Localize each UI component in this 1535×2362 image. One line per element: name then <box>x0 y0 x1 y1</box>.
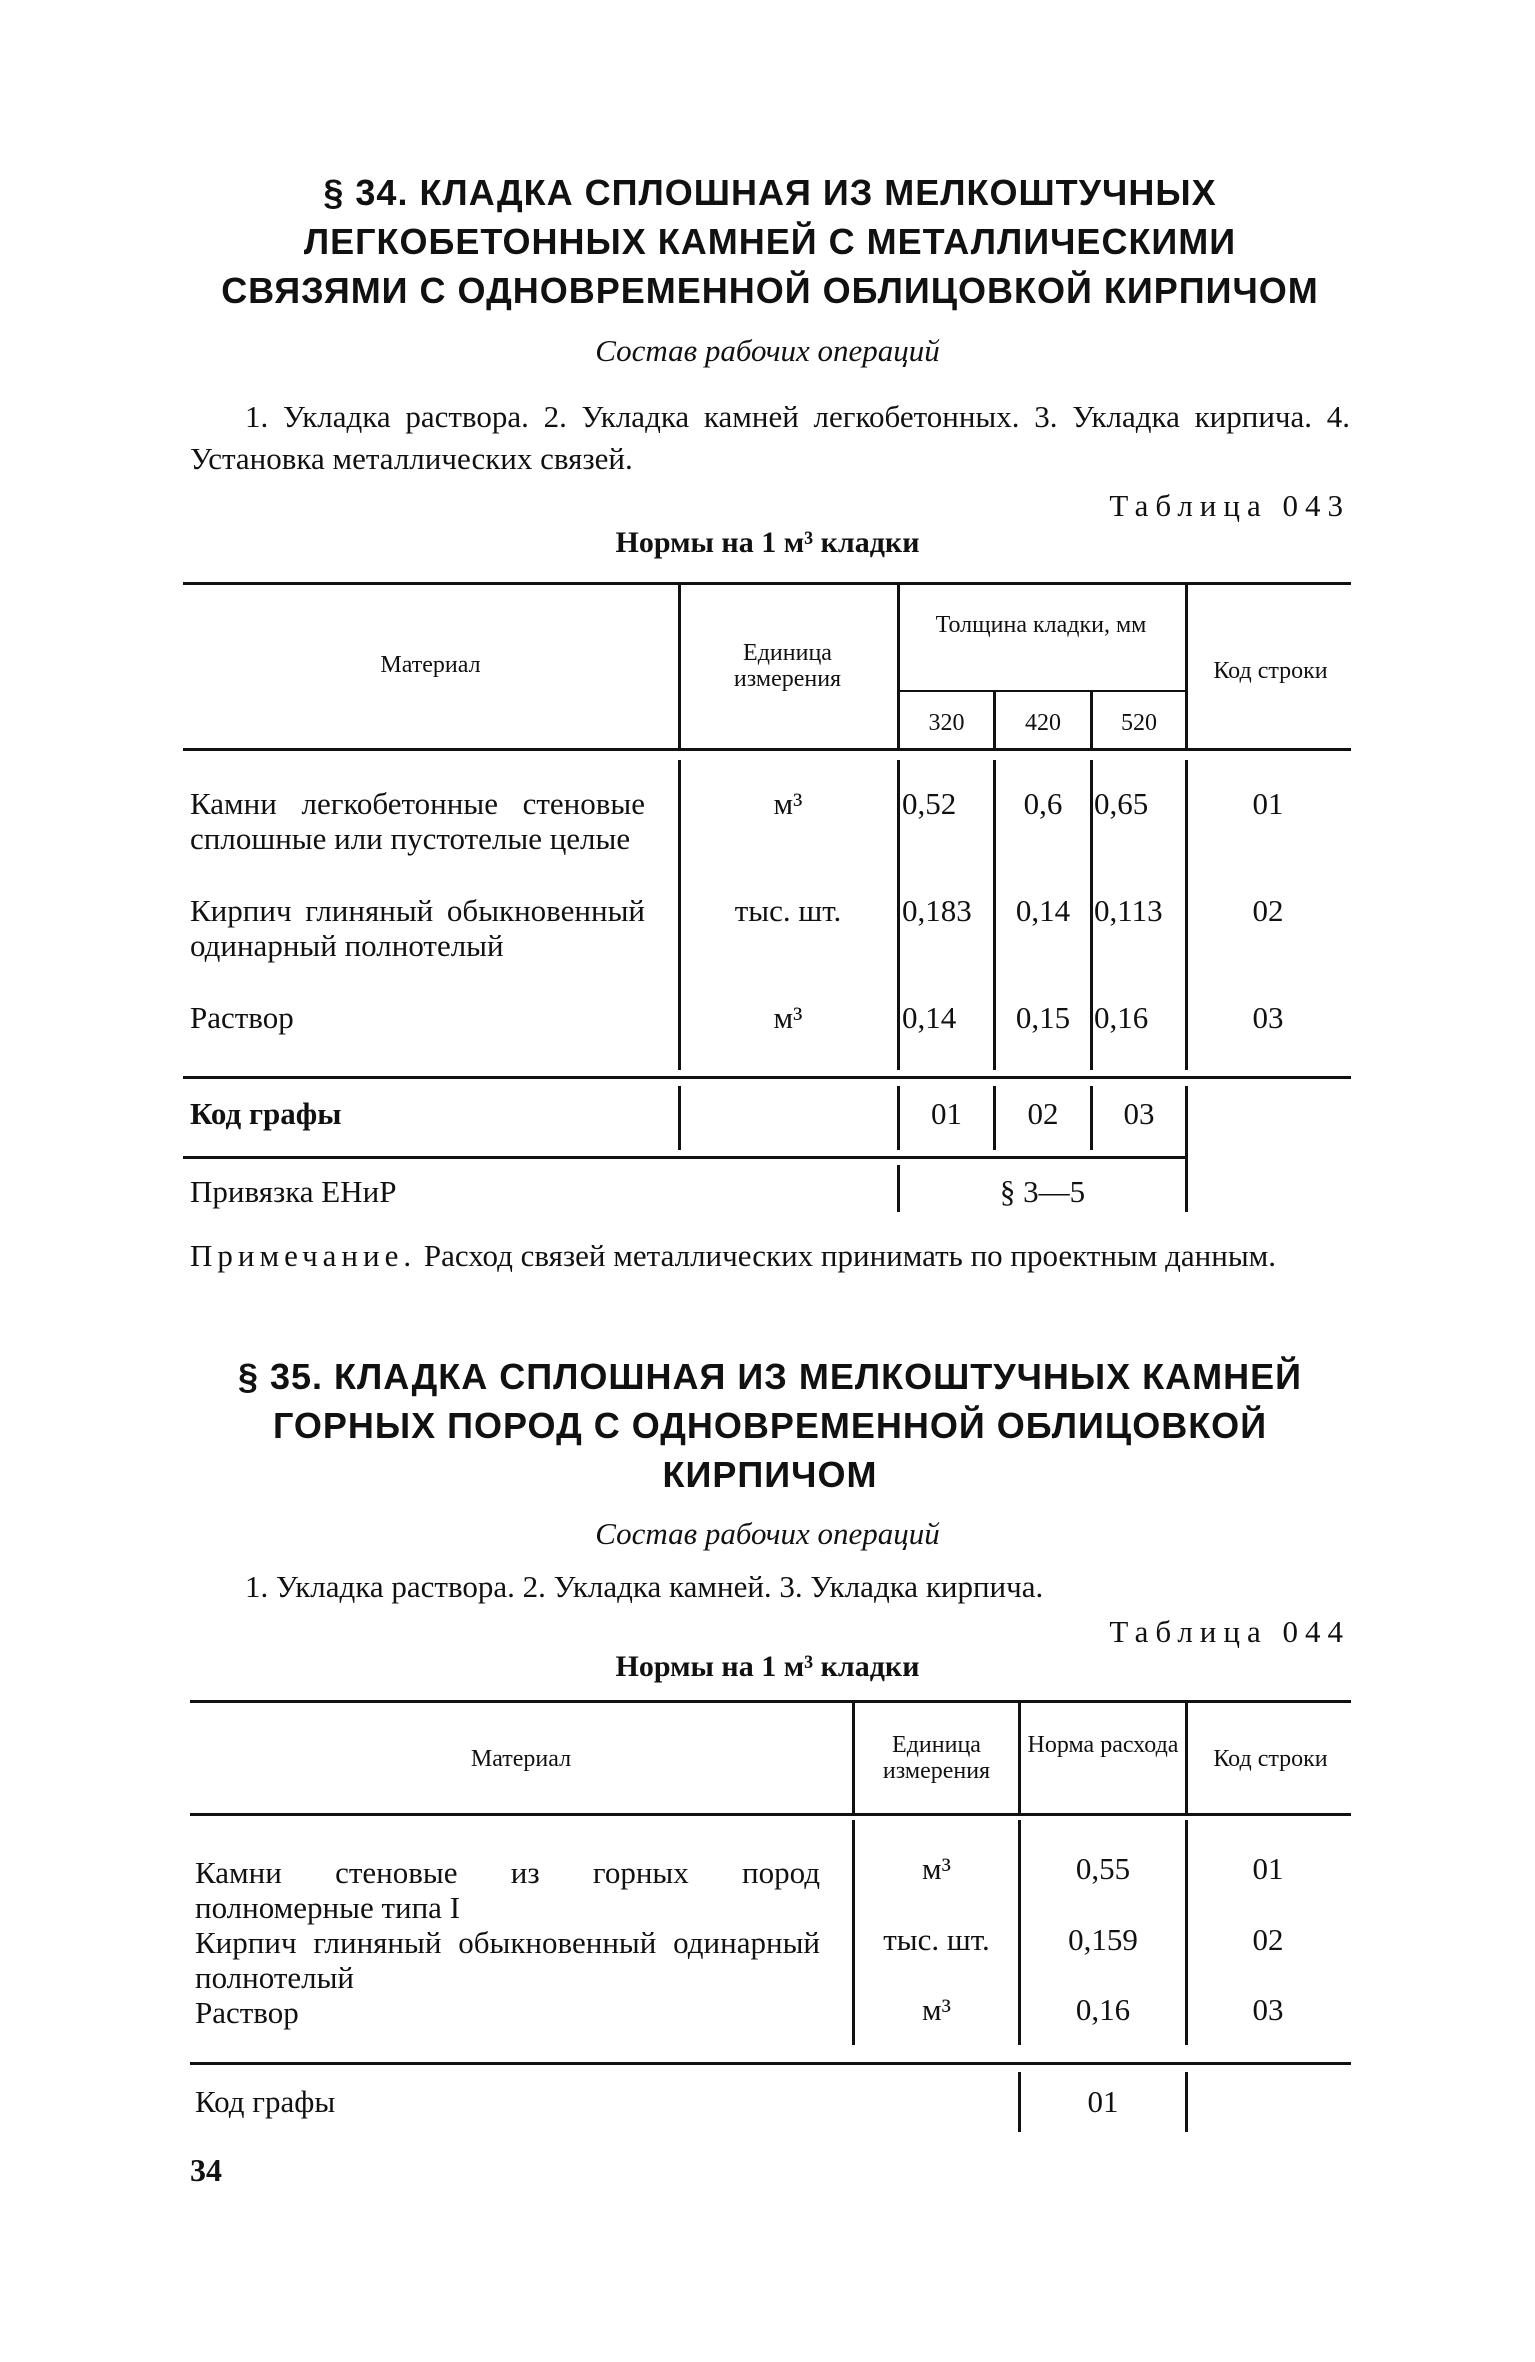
table-044-vline <box>1185 2072 1188 2132</box>
table-043-header-material: Материал <box>380 652 481 678</box>
table-044-row-3-value: 0,16 <box>1075 1992 1131 2027</box>
table-043-header-rule <box>183 748 1351 751</box>
table-043-header-code: Код строки <box>1213 658 1328 684</box>
table-043-row-2-320: 0,183 <box>902 893 972 928</box>
table-043-graph-code-1: 01 <box>931 1096 962 1131</box>
section-34-heading <box>160 168 1380 315</box>
table-043-row-1-520: 0,65 <box>1094 786 1149 821</box>
table-044-row-3-code: 03 <box>1252 1992 1284 2027</box>
section-34-heading-line-2: ЛЕГКОБЕТОННЫХ КАМНЕЙ С МЕТАЛЛИЧЕСКИМИ <box>303 221 1237 262</box>
table-043-graph-code-2: 02 <box>1027 1096 1059 1131</box>
section-34-note <box>190 1236 1350 1276</box>
section-35-heading-line-3: КИРПИЧОМ <box>662 1454 878 1495</box>
table-043-vline <box>1090 760 1093 1070</box>
table-043-enir-value: § 3—5 <box>999 1174 1086 1209</box>
table-044-row-2-code: 02 <box>1252 1922 1284 1957</box>
table-043-vline <box>678 760 681 1070</box>
table-043-row-3-420: 0,15 <box>1015 1000 1071 1035</box>
table-044-top-rule <box>190 1700 1351 1703</box>
page-number: 34 <box>190 2152 222 2188</box>
table-043-vline <box>897 760 900 1070</box>
table-043-row-1-code: 01 <box>1252 786 1284 821</box>
table-043-vline <box>678 1086 681 1150</box>
table-043-header-unit: Единица измерения <box>733 640 842 692</box>
table-043-row-2-material: Кирпич глиняный обыкновенный одинарный полнотелый <box>190 893 645 963</box>
table-044-row-1-material: Камни стеновые из горных пород полномерные типа I <box>195 1855 820 1925</box>
table-043-graph-label: Код графы <box>190 1096 342 1131</box>
table-043-row-2-unit: тыс. шт. <box>734 893 842 928</box>
section-35-heading-line-1: § 35. КЛАДКА СПЛОШНАЯ ИЗ МЕЛКОШТУЧНЫХ КАМНЕЙ <box>237 1356 1303 1397</box>
table-043-graph-code-3: 03 <box>1123 1096 1155 1131</box>
table-044-header-norm: Норма расхода <box>1027 1732 1179 1758</box>
table-044-body-rule <box>190 2062 1351 2065</box>
section-35-ops-text: 1. Укладка раствора. 2. Укладка камней. 3. Укладка кирпича. <box>245 1569 1044 1604</box>
table-043-row-3-code: 03 <box>1252 1000 1284 1035</box>
table-043-row-3-520: 0,16 <box>1094 1000 1149 1035</box>
table-043-row-2-420: 0,14 <box>1015 893 1071 928</box>
table-043-row-2-520: 0,113 <box>1094 893 1163 928</box>
table-044-row-1-code: 01 <box>1252 1851 1284 1886</box>
table-043-vline <box>678 585 681 748</box>
section-34-heading-line-1: § 34. КЛАДКА СПЛОШНАЯ ИЗ МЕЛКОШТУЧНЫХ <box>323 172 1217 213</box>
table-043-subheader-rule <box>897 690 1185 692</box>
section-34-heading-line-3: СВЯЗЯМИ С ОДНОВРЕМЕННОЙ ОБЛИЦОВКОЙ КИРПИЧОМ <box>221 270 1319 311</box>
table-043-row-1-unit: м³ <box>773 786 803 821</box>
table-044-graph-code: 01 <box>1087 2084 1119 2119</box>
table-043-number: Таблица 043 <box>1109 488 1350 523</box>
table-043-header-520: 520 <box>1121 710 1157 736</box>
table-044-graph-label: Код графы <box>195 2084 336 2119</box>
table-044-row-2-unit: тыс. шт. <box>883 1922 990 1957</box>
table-043-body-rule <box>183 1076 1351 1079</box>
table-043-top-rule <box>183 582 1351 585</box>
section-34-ops-title: Состав рабочих операций <box>595 333 940 368</box>
table-044-header-code: Код строки <box>1213 1746 1328 1772</box>
table-044-row-2-value: 0,159 <box>1068 1922 1138 1957</box>
table-043-row-1-material: Камни легкобетонные стеновые сплошные или пустотелые целые <box>190 786 645 856</box>
table-044-row-3-material: Раствор <box>195 1995 299 2030</box>
table-044-header-unit: Единица измерения <box>882 1732 991 1784</box>
table-043-graph-rule <box>183 1156 1188 1159</box>
section-35-heading-line-2: ГОРНЫХ ПОРОД С ОДНОВРЕМЕННОЙ ОБЛИЦОВКОЙ <box>272 1405 1268 1446</box>
table-043-row-2-code: 02 <box>1252 893 1284 928</box>
table-044-row-2-material: Кирпич глиняный обыкновенный одинарный полнотелый <box>195 1925 820 1995</box>
section-34-note-label: Примечание. <box>190 1238 417 1273</box>
table-044-header-material: Материал <box>470 1746 572 1772</box>
table-043-row-1-320: 0,52 <box>902 786 957 821</box>
table-044-number: Таблица 044 <box>1109 1614 1350 1649</box>
table-043-title: Нормы на 1 м³ кладки <box>615 526 920 559</box>
table-044-vline <box>1018 1703 1021 1813</box>
table-043-header-thickness: Толщина кладки, мм <box>935 612 1147 638</box>
table-044-row-1-value: 0,55 <box>1075 1851 1131 1886</box>
table-044-title: Нормы на 1 м³ кладки <box>615 1650 920 1683</box>
table-044-row-1-unit: м³ <box>922 1851 951 1886</box>
section-35-ops-title: Состав рабочих операций <box>595 1516 940 1551</box>
table-044-header-rule <box>190 1813 1351 1816</box>
section-34-ops-text: 1. Укладка раствора. 2. Укладка камней легкобетонных. 3. Укладка кирпича. 4. Установка металлических связей. <box>190 399 1350 476</box>
table-043-row-3-320: 0,14 <box>902 1000 957 1035</box>
table-043-enir-label: Привязка ЕНиР <box>190 1174 397 1209</box>
table-043-row-3-material: Раствор <box>190 1000 294 1035</box>
table-044-row-3-unit: м³ <box>922 1992 951 2027</box>
table-043-row-1-420: 0,6 <box>1023 786 1063 821</box>
section-35-heading <box>160 1352 1380 1499</box>
section-34-note-text: Расход связей металлических принимать по проектным данным. <box>423 1238 1277 1273</box>
table-043-vline <box>1185 1086 1188 1212</box>
table-043-header-320: 320 <box>928 710 965 736</box>
table-043-row-3-unit: м³ <box>773 1000 803 1035</box>
table-043-header-420: 420 <box>1025 710 1061 736</box>
